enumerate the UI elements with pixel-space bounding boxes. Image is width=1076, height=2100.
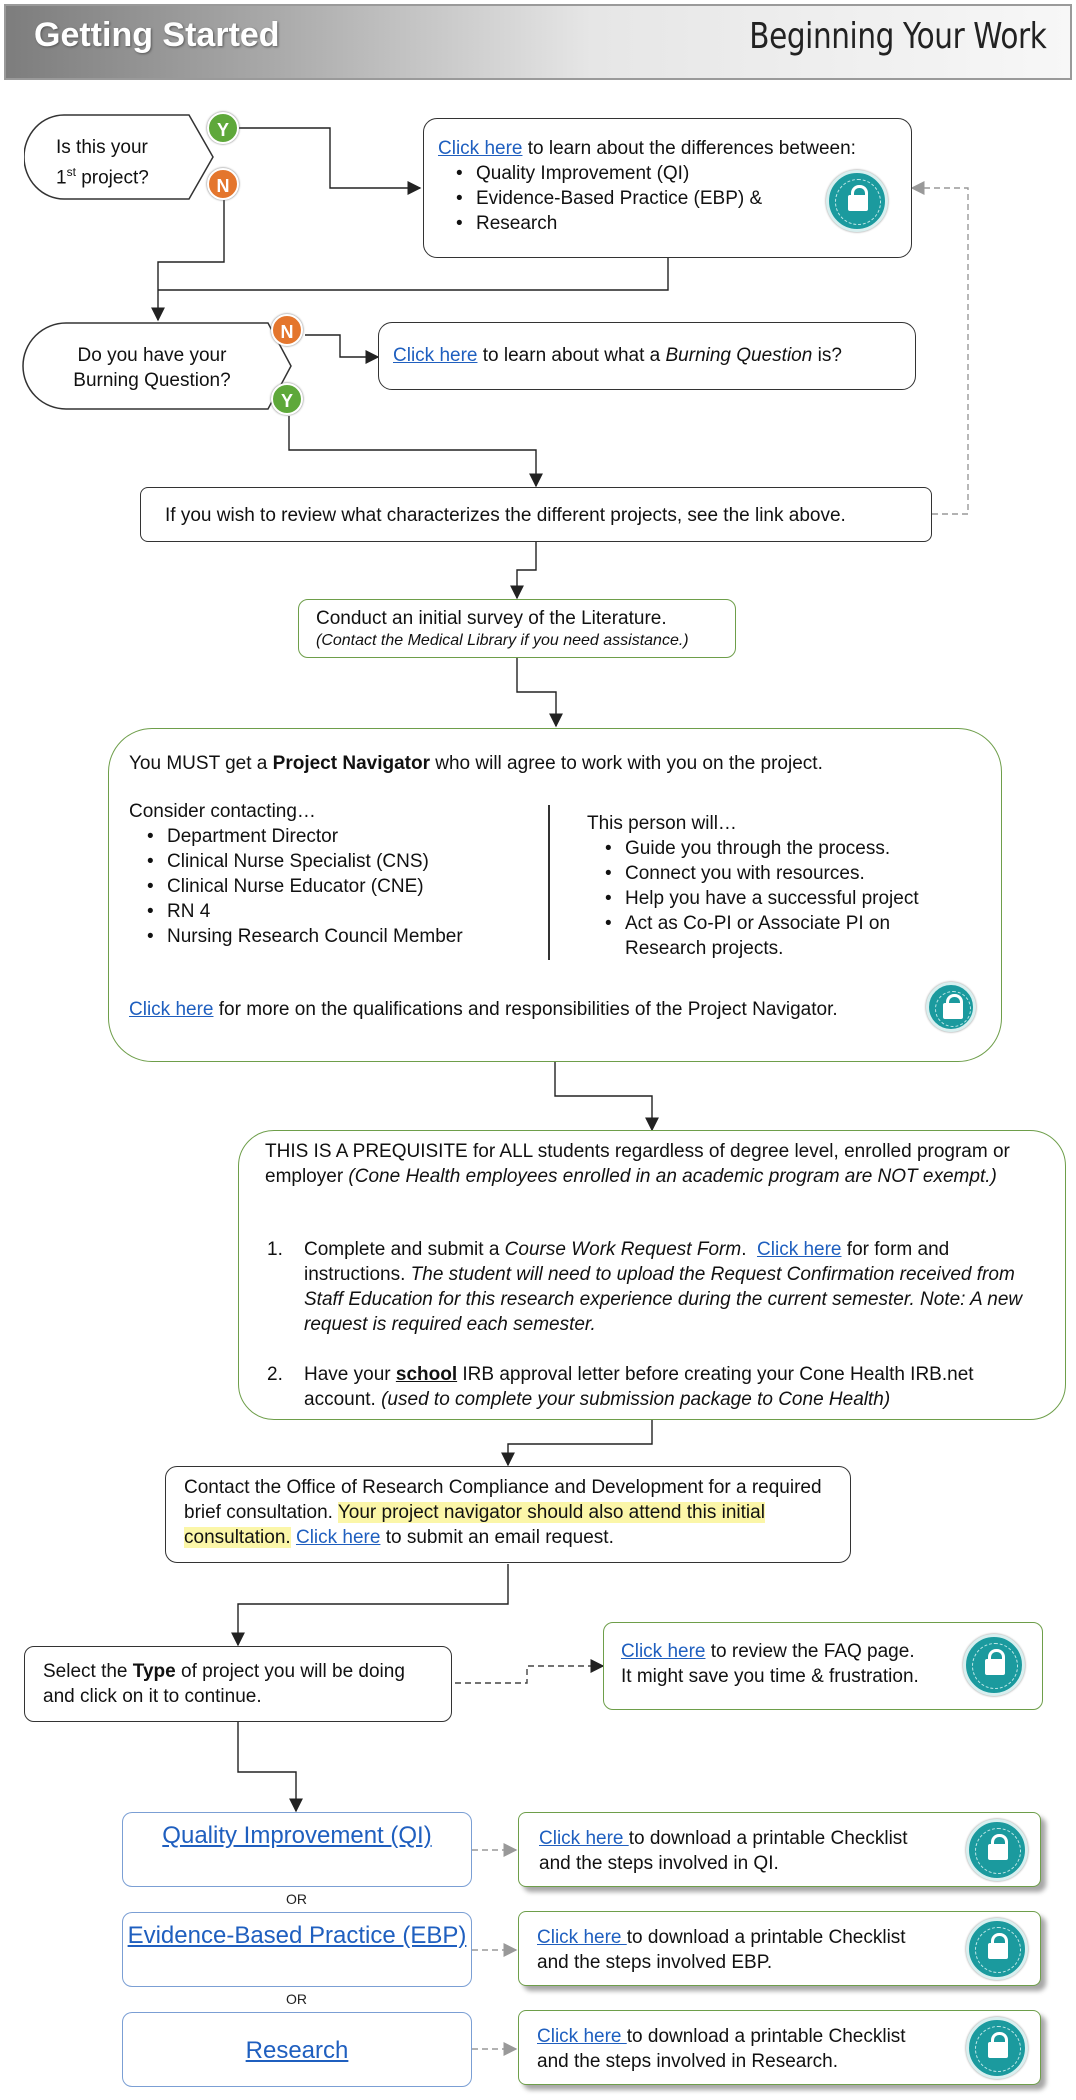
- consider-column: Consider contacting… • Department Director • Clinical Nurse Specialist (CNS) • Clinical Nurse Educator (CNE) • RN 4 • Nursing Research Council Member: [129, 799, 463, 949]
- list-item: • Help you have a successful project: [625, 886, 967, 911]
- checklist-box-qi: Click here to download a printable Checklist and the steps involved in QI.: [518, 1812, 1041, 1887]
- compliance-box: Contact the Office of Research Compliance and Development for a required brief consultation. Your project navigator should also attend this initial consultation. Click here to submit an email request.: [165, 1466, 851, 1563]
- or-label: OR: [286, 1891, 307, 1907]
- review-box: If you wish to review what characterizes the different projects, see the link above.: [140, 487, 932, 542]
- cone-health-lock-icon: [963, 1634, 1025, 1696]
- decision-burning-question: Do you have your Burning Question?: [73, 345, 231, 391]
- cone-health-lock-icon: [926, 982, 976, 1032]
- navigator-link[interactable]: Click here: [129, 999, 214, 1020]
- navigator-link-line: Click here for more on the qualifications and responsibilities of the Project Navigator.: [129, 999, 838, 1020]
- connector-diff-down: [158, 258, 668, 290]
- list-item: • RN 4: [167, 899, 463, 924]
- no-marker: N: [207, 168, 239, 200]
- literature-box: Conduct an initial survey of the Literature. (Contact the Medical Library if you need assistance.): [298, 599, 736, 658]
- course-work-request-link[interactable]: Click here: [757, 1239, 842, 1260]
- list-item: • Quality Improvement (QI): [476, 161, 911, 186]
- burning-question-link[interactable]: Click here: [393, 345, 478, 366]
- project-type-qi-link[interactable]: Quality Improvement (QI): [162, 1822, 432, 1849]
- prerequisite-box: [238, 1130, 1066, 1420]
- prereq-intro: THIS IS A PREQUISITE for ALL students regardless of degree level, enrolled program or employer (Cone Health employees enrolled in an academic program are NOT exempt.): [265, 1141, 1010, 1187]
- connector-n1: [158, 200, 224, 320]
- connector-prereq: [508, 1420, 652, 1465]
- list-item: • Guide you through the process.: [625, 836, 967, 861]
- yes-marker: Y: [207, 112, 239, 144]
- list-item: • Clinical Nurse Educator (CNE): [167, 874, 463, 899]
- list-item: • Nursing Research Council Member: [167, 924, 463, 949]
- cone-health-lock-icon: [966, 2017, 1028, 2079]
- checklist-research-link[interactable]: Click here: [537, 2026, 627, 2047]
- highlighted-note: Your project navigator should also attend this initial consultation.: [184, 1502, 765, 1548]
- list-item: • Department Director: [167, 824, 463, 849]
- or-label: OR: [286, 1991, 307, 2007]
- yes-marker: Y: [271, 383, 303, 415]
- connector-review: [517, 542, 536, 598]
- differences-box: Click here to learn about the differences between: • Quality Improvement (QI) • Evidence-Based Practice (EBP) & • Research: [423, 118, 912, 258]
- project-type-research-button[interactable]: [122, 2012, 472, 2087]
- list-item: • Research: [476, 211, 911, 236]
- checklist-box-ebp: Click here to download a printable Checklist and the steps involved EBP.: [518, 1911, 1041, 1986]
- select-type-box: Select the Type of project you will be doing and click on it to continue.: [24, 1646, 452, 1722]
- connector-faq: [455, 1666, 603, 1683]
- connector-review-back: [912, 188, 968, 514]
- connector-lit: [517, 658, 556, 726]
- prereq-step-1: Complete and submit a Course Work Request Form. Click here for form and instructions. The student will need to upload the Request Confirmation received from Staff Education for this research experience during the current semester. Note: A new request is required each semester.: [304, 1239, 1023, 1335]
- faq-link[interactable]: Click here: [621, 1641, 706, 1662]
- cone-health-lock-icon: [966, 1819, 1028, 1881]
- checklist-qi-link[interactable]: Click here: [539, 1828, 629, 1849]
- faq-box: Click here to review the FAQ page. It might save you time & frustration.: [603, 1622, 1043, 1710]
- connector-y2: [289, 416, 536, 486]
- decision-first-project: Is this your 1st project?: [56, 137, 149, 189]
- connector-y1: [238, 128, 420, 188]
- checklist-box-research: Click here to download a printable Checklist and the steps involved in Research.: [518, 2010, 1041, 2085]
- project-type-qi-button[interactable]: [122, 1812, 472, 1887]
- list-item: • Evidence-Based Practice (EBP) &: [476, 186, 911, 211]
- no-marker: N: [271, 314, 303, 346]
- step-number: 1.: [267, 1239, 283, 1260]
- differences-link[interactable]: Click here: [438, 138, 523, 159]
- connector-n2: [305, 335, 378, 357]
- list-item: • Connect you with resources.: [625, 861, 967, 886]
- email-request-link[interactable]: Click here: [295, 1527, 381, 1548]
- connector-select: [238, 1722, 296, 1811]
- project-type-ebp-button[interactable]: [122, 1912, 472, 1987]
- connector-nav: [555, 1062, 652, 1130]
- section-title: Beginning Your Work: [748, 16, 1046, 57]
- project-navigator-box: [108, 728, 1002, 1062]
- page-title: Getting Started: [34, 16, 280, 54]
- cone-health-lock-icon: [966, 1918, 1028, 1980]
- column-divider: [548, 805, 550, 960]
- project-type-ebp-link[interactable]: Evidence-Based Practice (EBP): [127, 1922, 467, 1949]
- prereq-step-2: Have your school IRB approval letter before creating your Cone Health IRB.net account. (used to complete your submission package to Cone Health): [304, 1364, 974, 1410]
- burning-question-box: Click here to learn about what a Burning Question is?: [378, 322, 916, 390]
- cone-health-lock-icon: [826, 170, 888, 232]
- project-type-research-link[interactable]: Research: [245, 2037, 349, 2064]
- list-item: • Clinical Nurse Specialist (CNS): [167, 849, 463, 874]
- person-column: This person will… • Guide you through the process. • Connect you with resources. • Help you have a successful project • Act as Co-PI or Associate PI on Research projects.: [587, 811, 967, 961]
- navigator-intro: You MUST get a Project Navigator who will agree to work with you on the project.: [129, 753, 823, 774]
- step-number: 2.: [267, 1364, 283, 1385]
- connector-compliance: [238, 1564, 508, 1645]
- list-item: • Act as Co-PI or Associate PI on Research projects.: [625, 911, 967, 961]
- checklist-ebp-link[interactable]: Click here: [537, 1927, 627, 1948]
